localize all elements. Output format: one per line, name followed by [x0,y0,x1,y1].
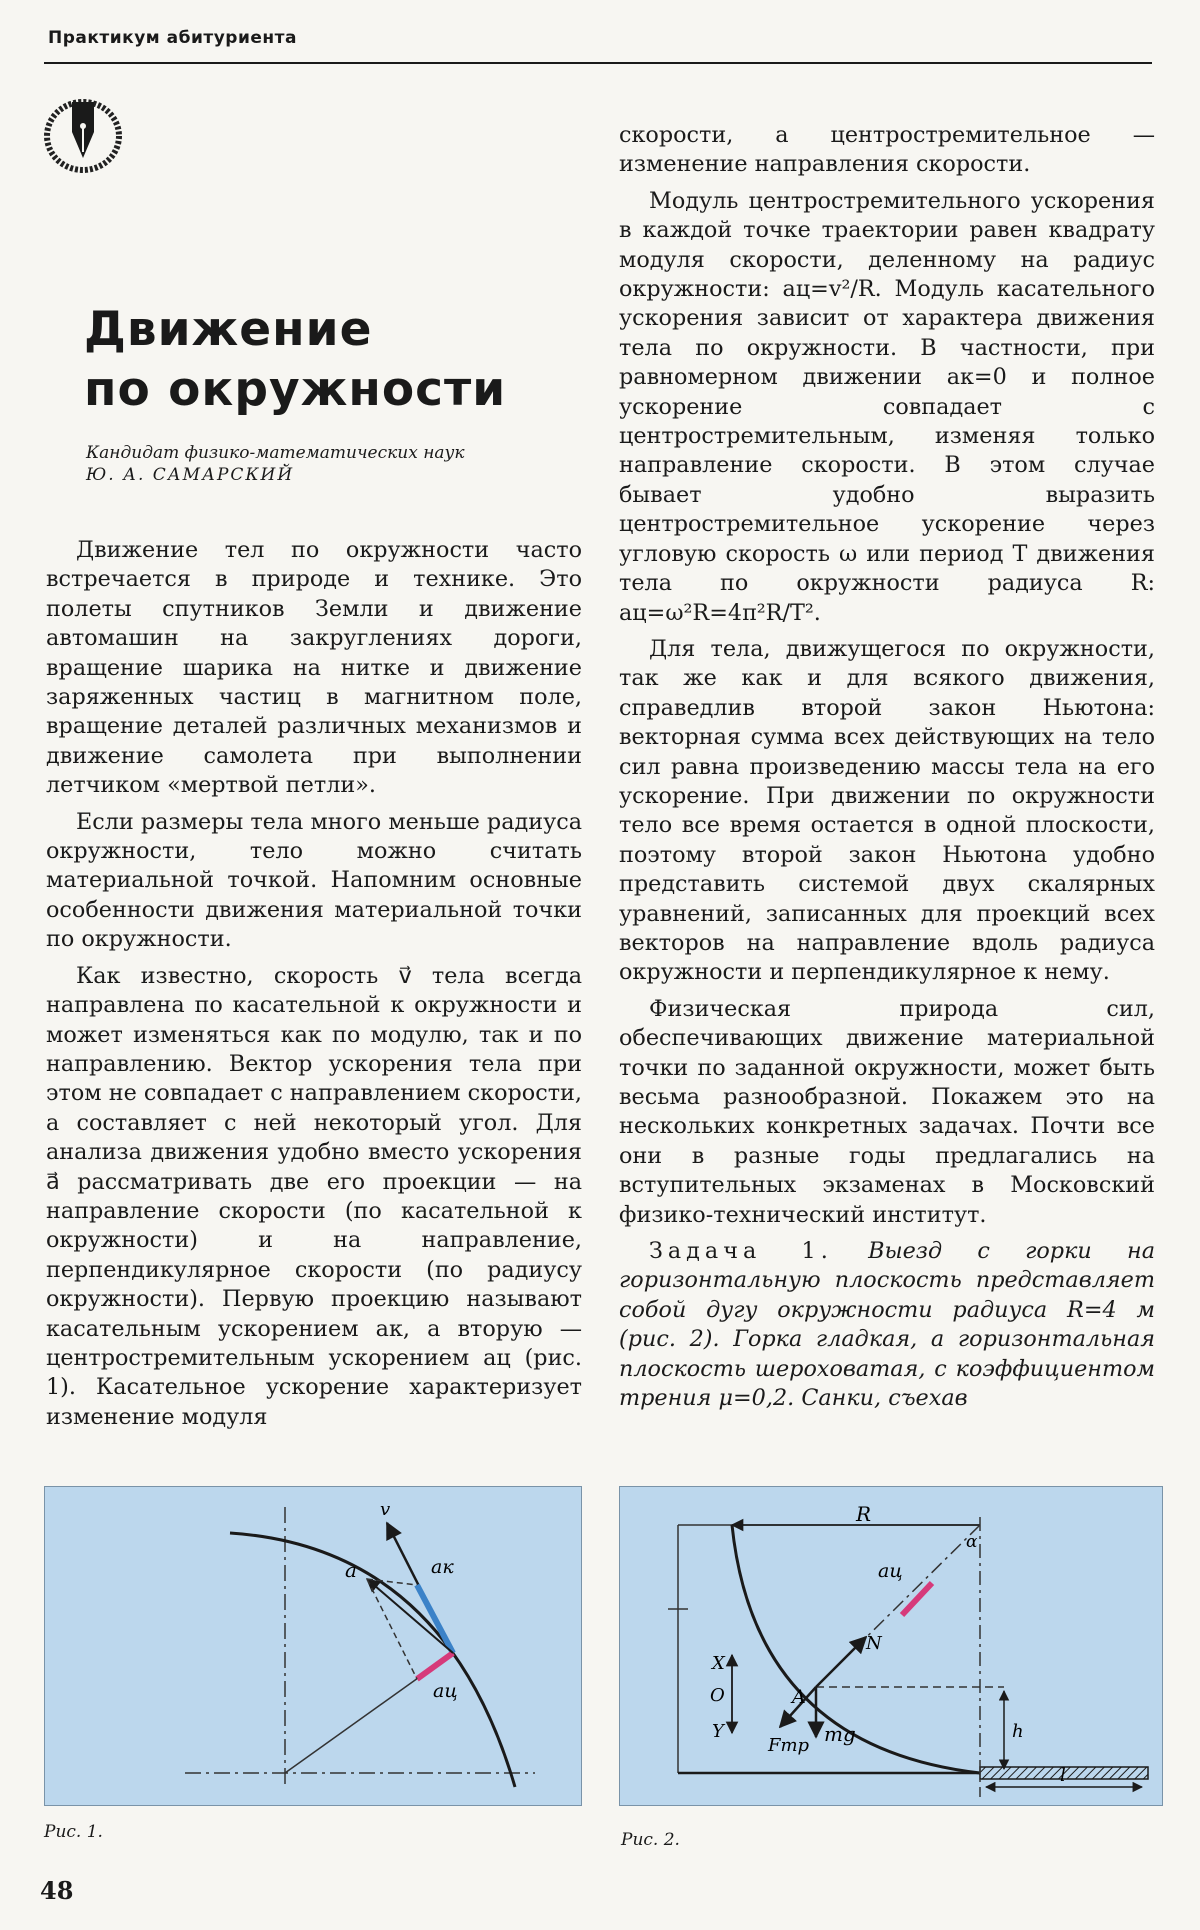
figure-1-caption: Рис. 1. [44,1822,103,1842]
figure-1-diagram [45,1487,581,1805]
centripetal-accel-vector [417,1653,453,1679]
left-column [46,536,582,1439]
label-ak: aк [431,1556,454,1578]
label-a: a [345,1558,357,1582]
label-N: N [866,1633,882,1654]
label-X: X [712,1653,725,1674]
paragraph: Для тела, движущегося по окружности, так же как и для всякого движения, справедлив второй закон Ньютона: векторная сумма всех действующих на тело сил равна произведению массы тела на его ускорение. При движении по окружности тело все время остается в одной плоскости, поэтому второй закон Ньютона удобно представить системой двух скалярных уравнений, записанных для проекций всех векторов на направление вдоль радиуса окружности и перпендикулярное к нему. [619,635,1155,986]
figure-2 [619,1486,1163,1806]
circle-arc [230,1533,515,1787]
author-block [86,442,465,486]
header-rule [44,62,1152,64]
label-O: O [710,1685,725,1706]
label-Y: Y [712,1721,724,1742]
label-Ftr: Fтр [768,1735,810,1756]
projection-line [367,1579,417,1679]
paragraph: Как известно, скорость v⃗ тела всегда направлена по касательной к окружности и может изменяться как по модулю, так и по направлению. Вектор ускорения тела при этом не совпадает с направлением скорости, а составляет с ней некоторый угол. Для анализа движения удобно вместо ускорения a⃗ рассматривать две его проекции — на направление скорости (по касательной к окружности) и на направление, перпендикулярное скорости (по радиусу окружности). Первую проекцию называют касательным ускорением aк, а вторую — центростремительным ускорением aц (рис. 1). Касательное ускорение характеризует изменение модуля [46,962,582,1430]
label-ac: aц [878,1560,903,1582]
total-accel-vector [367,1579,453,1653]
label-mg: mg [824,1722,856,1746]
author-name: Ю. А. САМАРСКИЙ [86,465,295,485]
task-label: Задача 1. [649,1238,833,1265]
figure-2-caption: Рис. 2. [621,1830,680,1850]
section-header: Практикум абитуриента [48,28,297,48]
figure-1 [44,1486,582,1806]
page-number: 48 [40,1876,74,1905]
paragraph: Физическая природа сил, обеспечивающих движение материальной точки по заданной окружности, может быть весьма разнообразной. Покажем это на нескольких конкретных задачах. Почти все они в разные годы предлагались на вступительных экзаменах в Московский физико-технический институт. [619,995,1155,1228]
paragraph: Движение тел по окружности часто встречается в природе и технике. Это полеты спутников Земли и движение автомашин на закруглениях дороги, вращение шарика на нитке и движение заряженных частиц в магнитном поле, вращение деталей различных механизмов и движение самолета при выполнении летчиком «мертвой петли». [46,537,582,799]
article-title [84,300,506,420]
figure-2-diagram [620,1487,1162,1805]
label-h: h [1012,1721,1024,1742]
projection-line [367,1579,417,1585]
task-text: Выезд с горки на горизонтальную плоскость представляет собой дугу окружности радиуса R=4 м (рис. 2). Горка гладкая, а горизонтальная плоскость шероховатая, с коэффициентом трения μ=0,2. Санки, съехав [619,1238,1155,1412]
paragraph: Если размеры тела много меньше радиуса окружности, тело можно считать материальной точкой. Напомним основные особенности движения материальной точки по окружности. [46,808,582,953]
label-R: R [856,1502,872,1526]
label-ac: aц [433,1680,458,1702]
tangential-accel-vector [417,1585,453,1653]
fountain-pen-logo-icon [42,92,124,174]
label-A: A [792,1686,806,1708]
label-l: l [1060,1765,1066,1786]
label-alpha: α [966,1532,978,1552]
paragraph: скорости, а центростремительное — изменение направления скорости. [619,122,1155,178]
right-column [619,121,1155,1420]
paragraph: Модуль центростремительного ускорения в каждой точке траектории равен квадрату модуля скорости, деленному на радиус окружности: aц=v²/R. Модуль касательного ускорения зависит от характера движения тела по окружности. В частности, при равномерном движении aк=0 и полное ускорение совпадает с центростремительным, изменяя только направление скорости. В этом случае бывает удобно выразить центростремительное ускорение через угловую скорость ω или период T движения тела по окружности радиуса R: aц=ω²R=4π²R/T². [619,187,1155,626]
label-v: v [380,1499,391,1520]
author-degree: Кандидат физико-математических наук [86,443,465,463]
title-line-1: Движение [84,302,373,357]
title-line-2: по окружности [84,362,507,417]
normal-force-vector [816,1637,866,1687]
task-1 [619,1237,1155,1413]
